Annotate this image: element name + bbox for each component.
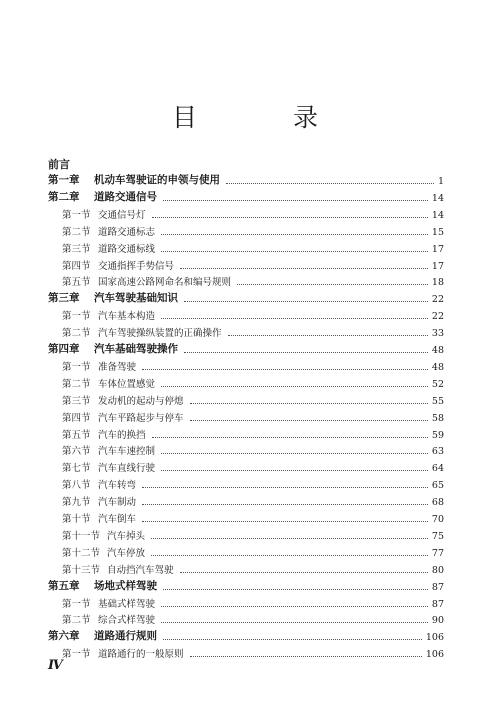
toc-label: 车体位置感觉 (98, 378, 156, 390)
toc-chapter-row (48, 340, 444, 356)
toc-chapter-row (48, 289, 444, 305)
toc-label: 汽车驾驶操纵装置的正确操作 (98, 328, 222, 340)
toc-label: 汽车制动 (98, 497, 137, 509)
toc-label: 汽车停放 (107, 547, 146, 559)
toc-section-row (62, 222, 444, 238)
toc-dot-leader (161, 621, 428, 623)
toc-label: 道路交通标线 (98, 243, 156, 255)
toc-number: 第四节 (62, 260, 91, 272)
toc-page-number: 17 (431, 243, 444, 255)
toc-page-number: 17 (431, 260, 444, 272)
toc-label: 自动挡汽车驾驶 (107, 564, 174, 576)
toc-dot-leader (142, 368, 428, 370)
toc-chapter-row (48, 577, 444, 593)
toc-page-number: 33 (431, 328, 444, 340)
toc-page-number: 48 (431, 361, 444, 373)
toc-page-number: 87 (431, 581, 444, 593)
toc-section-row (62, 408, 444, 424)
toc-section-row (62, 644, 444, 660)
toc-section-row (62, 323, 444, 339)
toc-page-number: 48 (431, 345, 444, 356)
toc-label: 汽车转弯 (98, 480, 137, 492)
toc-page-number: 106 (425, 649, 444, 661)
toc-section-row (62, 205, 444, 221)
toc-section-row (62, 441, 444, 457)
toc-number: 第五章 (48, 579, 80, 592)
toc-number: 第九节 (62, 497, 91, 509)
toc-dot-leader (163, 588, 428, 590)
toc-section-row (62, 594, 444, 610)
toc-page-number: 106 (425, 632, 444, 644)
toc-dot-leader (180, 267, 428, 269)
toc-dot-leader (163, 199, 428, 201)
toc-chapter-row (48, 188, 444, 204)
toc-dot-leader (190, 655, 422, 657)
toc-page-number: 58 (431, 412, 444, 424)
toc-page-number: 75 (431, 530, 444, 542)
toc-dot-leader (152, 216, 428, 218)
toc-label: 汽车掉头 (107, 530, 146, 542)
toc-number: 第四节 (62, 412, 91, 424)
toc-label: 汽车的换挡 (98, 429, 146, 441)
toc-dot-leader (163, 638, 422, 640)
toc-page-number: 55 (431, 395, 444, 407)
toc-number: 第二节 (62, 328, 91, 340)
toc-label: 道路通行规则 (94, 630, 157, 643)
toc-dot-leader (161, 317, 428, 319)
toc-number: 第一节 (62, 649, 91, 661)
toc-page-number: 15 (431, 226, 444, 238)
toc-label: 道路交通信号 (94, 190, 157, 203)
toc-label: 道路通行的一般原则 (98, 649, 184, 661)
toc-number: 第一节 (62, 209, 91, 221)
toc-number: 第六章 (48, 630, 80, 643)
toc-dot-leader (161, 605, 428, 607)
toc-number: 第五节 (62, 277, 91, 289)
toc-section-row (62, 357, 444, 373)
toc-page-number: 22 (431, 311, 444, 323)
toc-section-row (62, 526, 444, 542)
toc-label: 交通信号灯 (98, 209, 146, 221)
toc-dot-leader (151, 554, 428, 556)
toc-page-number: 80 (431, 564, 444, 576)
toc-number: 第十三节 (62, 564, 101, 576)
toc-page-number: 18 (431, 277, 444, 289)
toc-dot-leader (142, 486, 428, 488)
toc-section-row (62, 256, 444, 272)
toc-number: 第三章 (48, 292, 80, 305)
toc-section-row (62, 560, 444, 576)
toc-dot-leader (161, 250, 428, 252)
toc-section-row (62, 475, 444, 491)
toc-dot-leader (161, 452, 428, 454)
toc-number: 第一节 (62, 598, 91, 610)
page-title: 目 录 (172, 103, 362, 132)
toc-section-row (62, 374, 444, 390)
toc-page-number: 68 (431, 497, 444, 509)
toc-dot-leader (161, 385, 428, 387)
toc-dot-leader (190, 419, 428, 421)
toc-dot-leader (228, 334, 428, 336)
toc-page-number: 64 (431, 463, 444, 475)
toc-label: 国家高速公路网命名和编号规则 (98, 277, 232, 289)
toc-page-number: 22 (431, 294, 444, 306)
toc-number: 第十二节 (62, 547, 101, 559)
toc-number: 第一章 (48, 174, 80, 186)
toc-page-number: 77 (431, 547, 444, 559)
toc-label: 汽车平路起步与停车 (98, 412, 184, 424)
page-folio: Ⅳ (48, 658, 63, 673)
toc-label: 综合式样驾驶 (98, 615, 156, 627)
toc-label: 汽车车速控制 (98, 446, 156, 458)
toc-dot-leader (151, 537, 428, 539)
toc-page-number: 87 (431, 598, 444, 610)
toc-section-row (62, 458, 444, 474)
toc-dot-leader (142, 520, 428, 522)
toc-dot-leader (184, 300, 428, 302)
toc-number: 第二章 (48, 190, 80, 203)
toc-number: 第七节 (62, 463, 91, 475)
toc-label: 基础式样驾驶 (98, 598, 156, 610)
toc-dot-leader (237, 283, 428, 285)
toc-label: 道路交通标志 (98, 226, 156, 238)
toc-number: 第十一节 (62, 530, 101, 542)
toc-chapter-row (48, 627, 444, 643)
toc-label: 发动机的起动与停熄 (98, 395, 184, 407)
toc-dot-leader (226, 182, 434, 184)
preface-entry: 前言 (48, 158, 70, 171)
toc-number: 第六节 (62, 446, 91, 458)
toc-label: 汽车倒车 (98, 514, 137, 525)
toc-dot-leader (161, 469, 428, 471)
toc-number: 第八节 (62, 480, 91, 492)
toc-number: 第五节 (62, 429, 91, 441)
toc-chapter-row (48, 171, 444, 187)
toc-page-number: 65 (431, 480, 444, 492)
toc-number: 第三节 (62, 395, 91, 407)
toc-page-number: 14 (431, 192, 444, 204)
toc-section-row (62, 391, 444, 407)
toc-page-number: 14 (431, 209, 444, 221)
toc-page-number: 59 (431, 429, 444, 441)
toc-section-row (62, 425, 444, 441)
toc-number: 第二节 (62, 378, 91, 390)
toc-dot-leader (180, 571, 428, 573)
toc-dot-leader (152, 436, 428, 438)
toc-page-number: 52 (431, 378, 444, 390)
toc-number: 第三节 (62, 243, 91, 255)
toc-label: 准备驾驶 (98, 361, 137, 373)
toc-section-row (62, 272, 444, 288)
toc-label: 交通指挥手势信号 (98, 260, 175, 272)
toc-page-number: 90 (431, 615, 444, 627)
toc-section-row (62, 492, 444, 508)
toc-number: 第四章 (48, 343, 80, 355)
toc-label: 场地式样驾驶 (94, 579, 157, 592)
toc-section-row (62, 610, 444, 626)
toc-page-number: 70 (431, 514, 444, 525)
toc-number: 第二节 (62, 615, 91, 627)
toc-number: 第二节 (62, 226, 91, 238)
toc-label: 汽车基本构造 (98, 311, 156, 323)
toc-label: 汽车驾驶基础知识 (94, 292, 178, 305)
toc-number: 第十节 (62, 514, 91, 525)
toc-section-row (62, 543, 444, 559)
toc-label: 汽车基础驾驶操作 (94, 343, 178, 355)
toc-number: 第一节 (62, 311, 91, 323)
toc-dot-leader (161, 233, 428, 235)
toc-dot-leader (184, 351, 428, 353)
toc-page-number: 1 (437, 176, 444, 187)
toc-section-row (62, 509, 444, 525)
toc-section-row (62, 239, 444, 255)
toc-number: 第一节 (62, 361, 91, 373)
toc-label: 汽车直线行驶 (98, 463, 156, 475)
toc-page-number: 63 (431, 446, 444, 458)
toc-dot-leader (190, 402, 428, 404)
toc-label: 机动车驾驶证的申领与使用 (94, 174, 220, 186)
toc-section-row (62, 306, 444, 322)
toc-dot-leader (142, 503, 428, 505)
